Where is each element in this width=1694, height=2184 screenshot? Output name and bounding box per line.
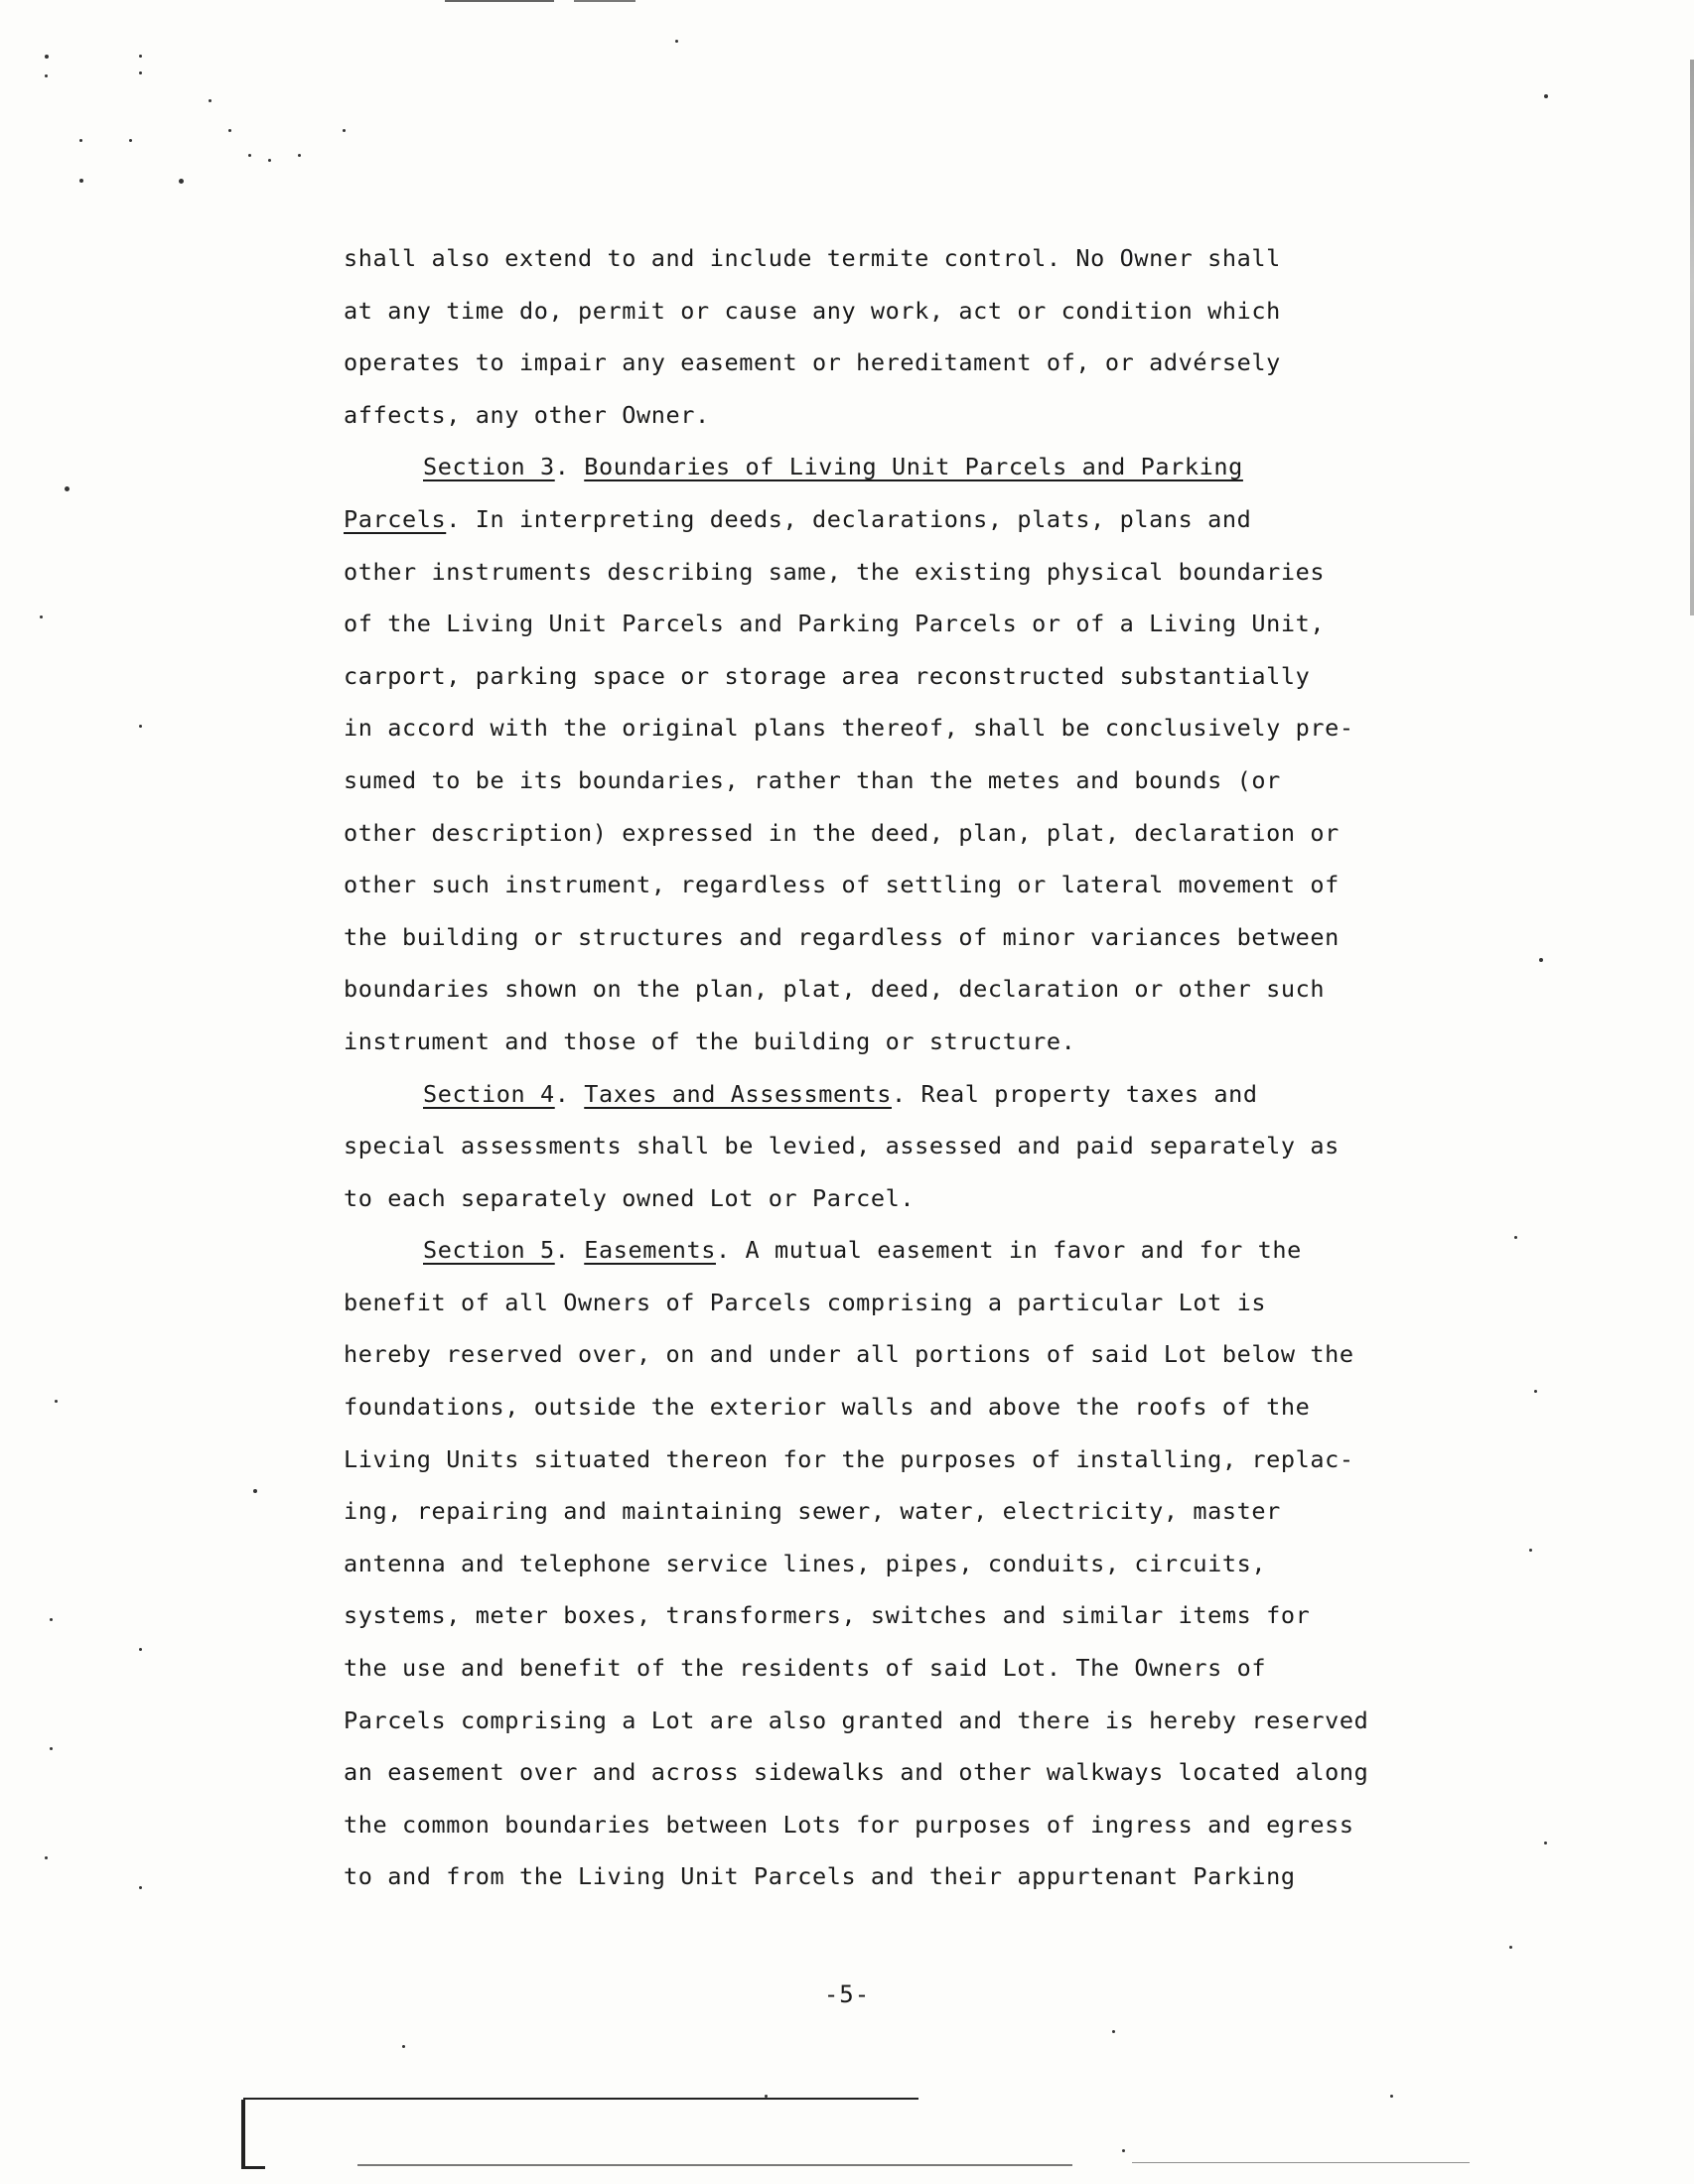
- line-text: to and from the Living Unit Parcels and their appurtenant Parking: [344, 1862, 1296, 1891]
- scan-speck: [1509, 1946, 1512, 1949]
- text-line: [344, 1538, 1466, 1590]
- line-text: the common boundaries between Lots for purposes of ingress and egress: [344, 1810, 1354, 1839]
- line-text: Living Units situated thereon for the purposes of installing, replac-: [344, 1444, 1354, 1473]
- scan-rule-top: [445, 0, 554, 2]
- line-text: the use and benefit of the residents of said Lot. The Owners of: [344, 1654, 1267, 1683]
- text-line: [344, 1485, 1466, 1538]
- line-text: . A mutual easement in favor and for the: [715, 1236, 1302, 1265]
- line-text: carport, parking space or storage area reconstructed substantially: [344, 661, 1311, 690]
- line-text: special assessments shall be levied, assessed and paid separately as: [344, 1132, 1340, 1160]
- text-line: [344, 389, 1466, 442]
- line-text: to each separately owned Lot or Parcel.: [344, 1183, 916, 1212]
- underlined-heading-text: Section 3: [423, 453, 555, 481]
- line-text: boundaries shown on the plan, plat, deed, declaration or other such: [344, 975, 1326, 1004]
- scan-speck: [248, 154, 251, 157]
- scan-speck: [343, 129, 346, 132]
- line-text: an easement over and across sidewalks and other walkways located along: [344, 1758, 1369, 1787]
- line-text: .: [554, 1079, 585, 1108]
- text-line: [344, 1746, 1466, 1799]
- scan-speck: [65, 486, 70, 491]
- text-line: [344, 1120, 1466, 1172]
- scan-speck: [253, 1489, 257, 1493]
- text-line: [344, 441, 1466, 493]
- underlined-heading-text: Section 4: [423, 1079, 555, 1108]
- text-line: [344, 493, 1466, 546]
- line-text: other such instrument, regardless of settling or lateral movement of: [344, 871, 1340, 899]
- text-line: [344, 337, 1466, 389]
- scan-speck: [40, 615, 43, 618]
- scan-speck: [139, 1648, 142, 1651]
- text-line: [344, 1068, 1466, 1121]
- scan-speck: [139, 725, 142, 728]
- line-text: operates to impair any easement or hereditament of, or advérsely: [344, 348, 1281, 377]
- line-text: .: [554, 1236, 585, 1265]
- line-text: the building or structures and regardless of minor variances between: [344, 922, 1340, 951]
- line-text: Parcels comprising a Lot are also granted and there is hereby reserved: [344, 1706, 1369, 1734]
- line-text: systems, meter boxes, transformers, switches and similar items for: [344, 1601, 1311, 1630]
- text-line: [344, 1433, 1466, 1486]
- scan-bracket-mark: [241, 2100, 245, 2169]
- text-line: [344, 1328, 1466, 1381]
- text-line: [344, 650, 1466, 703]
- scan-speck: [139, 1886, 142, 1889]
- line-text: in accord with the original plans thereof, shall be conclusively pre-: [344, 714, 1354, 743]
- line-text: instrument and those of the building or structure.: [344, 1026, 1076, 1055]
- line-text: . Real property taxes and: [891, 1079, 1258, 1108]
- scan-speck: [1539, 958, 1543, 962]
- scan-speck: [50, 1747, 53, 1750]
- underlined-heading-text: Boundaries of Living Unit Parcels and Parking: [584, 453, 1243, 481]
- scan-speck: [1514, 1236, 1517, 1239]
- line-text: antenna and telephone service lines, pipes, conduits, circuits,: [344, 1549, 1267, 1577]
- line-text: benefit of all Owners of Parcels comprising a particular Lot is: [344, 1288, 1267, 1316]
- scan-speck: [1544, 94, 1548, 98]
- scan-speck: [79, 179, 83, 183]
- scan-speck: [139, 55, 142, 58]
- document-body: [344, 232, 1466, 1903]
- text-line: [344, 232, 1466, 285]
- underlined-heading-text: Parcels: [344, 504, 447, 533]
- line-text: of the Living Unit Parcels and Parking Parcels or of a Living Unit,: [344, 610, 1326, 638]
- scan-rule-bottom: [243, 2098, 918, 2100]
- text-line: [344, 911, 1466, 964]
- scan-dash-line-right: [1132, 2162, 1470, 2163]
- scan-speck: [675, 40, 678, 43]
- scan-speck: [1122, 2149, 1125, 2152]
- text-line: [344, 1381, 1466, 1433]
- text-line: [344, 1224, 1466, 1277]
- scan-speck: [1534, 1390, 1537, 1393]
- line-text: . In interpreting deeds, declarations, plats, plans and: [446, 504, 1252, 533]
- scan-speck: [139, 71, 142, 74]
- scan-speck: [1390, 2095, 1393, 2098]
- line-text: other description) expressed in the deed, plan, plat, declaration or: [344, 818, 1340, 847]
- text-line: [344, 1799, 1466, 1851]
- scan-speck: [1529, 1549, 1532, 1552]
- text-line: [344, 1695, 1466, 1747]
- scan-speck: [228, 129, 231, 132]
- underlined-heading-text: Easements: [584, 1236, 716, 1265]
- text-line: [344, 807, 1466, 860]
- line-text: hereby reserved over, on and under all portions of said Lot below the: [344, 1340, 1354, 1369]
- line-text: foundations, outside the exterior walls and above the roofs of the: [344, 1393, 1311, 1422]
- page-number: -5-: [823, 1980, 871, 2008]
- scan-speck: [1544, 1842, 1547, 1844]
- scan-speck: [45, 55, 49, 59]
- scan-edge-shadow: [1690, 60, 1694, 615]
- scan-dash-line: [357, 2164, 1072, 2166]
- underlined-heading-text: Section 5: [423, 1236, 555, 1265]
- text-line: [344, 1642, 1466, 1695]
- text-line: [344, 702, 1466, 754]
- line-text: at any time do, permit or cause any work, act or condition which: [344, 296, 1281, 325]
- line-text: shall also extend to and include termite control. No Owner shall: [344, 244, 1281, 272]
- scan-bracket-foot: [241, 2166, 265, 2169]
- scan-speck: [45, 1856, 48, 1859]
- scan-speck: [268, 159, 271, 162]
- text-line: [344, 859, 1466, 911]
- text-line: [344, 1589, 1466, 1642]
- line-text: affects, any other Owner.: [344, 400, 710, 429]
- scan-speck: [55, 1400, 58, 1403]
- scan-speck: [50, 1618, 53, 1621]
- text-line: [344, 285, 1466, 338]
- line-text: .: [554, 453, 585, 481]
- text-line: [344, 1277, 1466, 1329]
- scan-speck: [1112, 2030, 1115, 2033]
- text-line: [344, 1172, 1466, 1225]
- text-line: [344, 1850, 1466, 1903]
- line-text: sumed to be its boundaries, rather than the metes and bounds (or: [344, 765, 1281, 794]
- scan-speck: [298, 154, 301, 157]
- text-line: [344, 546, 1466, 599]
- scan-speck: [79, 139, 82, 142]
- scan-speck: [765, 2095, 768, 2098]
- text-line: [344, 1016, 1466, 1068]
- scan-speck: [402, 2045, 405, 2048]
- scan-speck: [45, 74, 48, 77]
- line-text: other instruments describing same, the existing physical boundaries: [344, 557, 1326, 586]
- line-text: ing, repairing and maintaining sewer, water, electricity, master: [344, 1497, 1281, 1526]
- text-line: [344, 598, 1466, 650]
- text-line: [344, 963, 1466, 1016]
- text-line: [344, 754, 1466, 807]
- underlined-heading-text: Taxes and Assessments: [584, 1079, 892, 1108]
- scan-rule-top-b: [574, 0, 635, 2]
- scan-speck: [179, 179, 184, 184]
- scan-speck: [209, 99, 212, 102]
- scan-speck: [129, 139, 132, 142]
